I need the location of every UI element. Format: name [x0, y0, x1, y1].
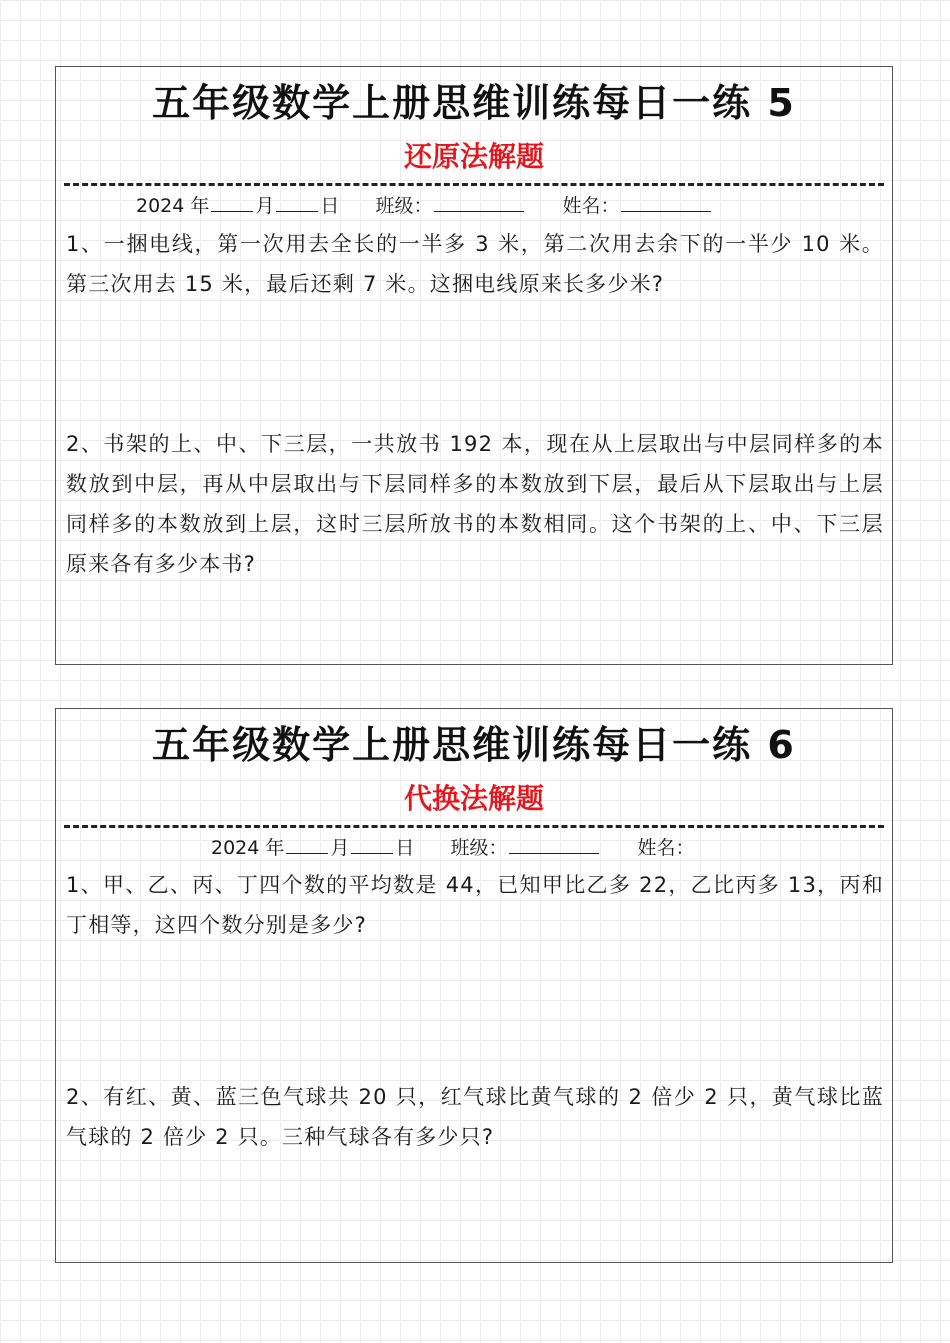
info-row: [211, 833, 694, 863]
class-label: 班级：: [375, 195, 433, 217]
year-label: 2024 年: [211, 837, 285, 859]
month-blank[interactable]: [211, 191, 253, 212]
class-blank[interactable]: [509, 833, 599, 854]
dashed-divider: [64, 183, 884, 186]
day-label: 日: [320, 195, 340, 217]
question-1: 1、一捆电线，第一次用去全长的一半多 3 米，第二次用去余下的一半少 10 米。第三次用去 15 米，最后还剩 7 米。这捆电线原来长多少米?: [66, 232, 884, 296]
name-label: 姓名：: [637, 837, 695, 859]
question-1: 1、甲、乙、丙、丁四个数的平均数是 44，已知甲比乙多 22，乙比丙多 13，丙和丁相等，这四个数分别是多少?: [66, 873, 884, 937]
class-label: 班级：: [450, 837, 508, 859]
worksheet-card-6: [55, 708, 893, 1263]
name-label: 姓名：: [562, 195, 620, 217]
day-blank[interactable]: [351, 833, 393, 854]
year-label: 2024 年: [136, 195, 210, 217]
info-row: [136, 191, 713, 221]
month-label: 月: [255, 195, 275, 217]
day-label: 日: [395, 837, 415, 859]
dashed-divider: [64, 825, 884, 828]
day-blank[interactable]: [276, 191, 318, 212]
worksheet-subtitle: 还原法解题: [403, 140, 544, 173]
worksheet-card-5: [55, 66, 893, 665]
month-blank[interactable]: [286, 833, 328, 854]
class-blank[interactable]: [434, 191, 524, 212]
worksheet-subtitle: 代换法解题: [403, 782, 544, 815]
month-label: 月: [330, 837, 350, 859]
question-2: 2、书架的上、中、下三层，一共放书 192 本，现在从上层取出与中层同样多的本数放到中层，再从中层取出与下层同样多的本数放到下层，最后从下层取出与上层同样多的本数放到上层，这时三层所放书的本数相同。这个书架的上、中、下三层原来各有多少本书?: [66, 432, 884, 576]
worksheet-title: 五年级数学上册思维训练每日一练 5: [152, 81, 796, 125]
name-blank[interactable]: [621, 191, 711, 212]
question-2: 2、有红、黄、蓝三色气球共 20 只，红气球比黄气球的 2 倍少 2 只，黄气球比蓝气球的 2 倍少 2 只。三种气球各有多少只?: [66, 1085, 884, 1149]
worksheet-title: 五年级数学上册思维训练每日一练 6: [152, 723, 796, 767]
